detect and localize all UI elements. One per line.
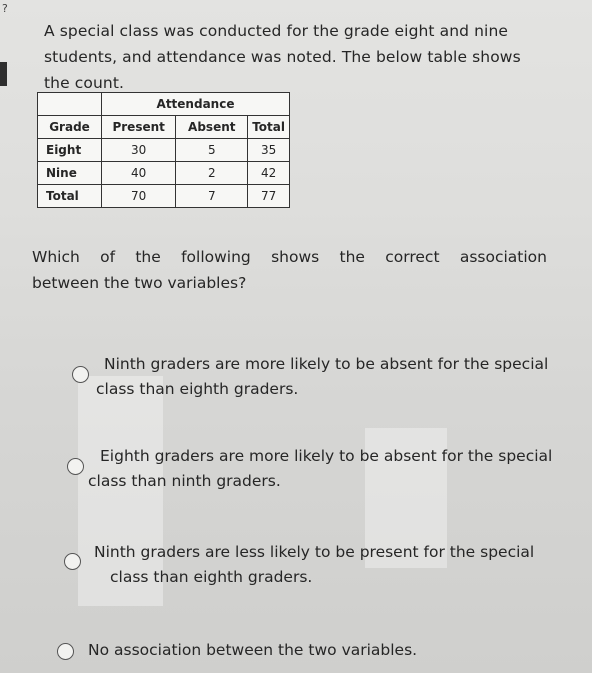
option-1-radio[interactable] (72, 366, 89, 383)
table-cell-total: 77 (248, 185, 290, 208)
option-line: class than ninth graders. (88, 472, 281, 490)
table-cell-present: 70 (102, 185, 176, 208)
table-group-header-row (38, 93, 290, 116)
table-cell-absent: 7 (176, 185, 248, 208)
option-line: class than eighth graders. (96, 380, 299, 398)
table-cell-total: 35 (248, 139, 290, 162)
question-line: between the two variables? (32, 274, 247, 292)
option-line: No association between the two variables. (88, 641, 418, 659)
attendance-table (37, 92, 290, 208)
table-cell-absent: 5 (176, 139, 248, 162)
table-corner-cell (38, 93, 102, 116)
option-2-text[interactable] (88, 444, 566, 494)
table-row (38, 139, 290, 162)
option-3-radio[interactable] (64, 553, 81, 570)
corner-mark: ? (2, 2, 8, 15)
question-line: Which of the following shows the correct association (32, 248, 547, 266)
table-row (38, 185, 290, 208)
table-header-present: Present (102, 116, 176, 139)
option-1-text[interactable] (96, 352, 562, 402)
option-line: class than eighth graders. (110, 568, 313, 586)
table-cell-grade: Total (38, 185, 102, 208)
table-cell-present: 30 (102, 139, 176, 162)
table-group-header: Attendance (102, 93, 290, 116)
option-line: Ninth graders are less likely to be present for the special (94, 543, 535, 561)
table-header-grade: Grade (38, 116, 102, 139)
table-header-total: Total (248, 116, 290, 139)
table-cell-absent: 2 (176, 162, 248, 185)
option-4-radio[interactable] (57, 643, 74, 660)
table-header-absent: Absent (176, 116, 248, 139)
table-cell-grade: Eight (38, 139, 102, 162)
table-cell-grade: Nine (38, 162, 102, 185)
option-4-text[interactable] (88, 638, 528, 663)
left-edge-bar (0, 62, 7, 86)
intro-text: A special class was conducted for the grade eight and nine students, and attendance was noted. The below table shows the count. (44, 22, 521, 92)
option-line: Ninth graders are more likely to be absent for the special (104, 355, 549, 373)
table-header-row (38, 116, 290, 139)
table-cell-total: 42 (248, 162, 290, 185)
table-row (38, 162, 290, 185)
option-line: Eighth graders are more likely to be absent for the special (100, 447, 553, 465)
table-cell-present: 40 (102, 162, 176, 185)
question-text (32, 244, 547, 296)
option-3-text[interactable] (94, 540, 570, 590)
option-2-radio[interactable] (67, 458, 84, 475)
